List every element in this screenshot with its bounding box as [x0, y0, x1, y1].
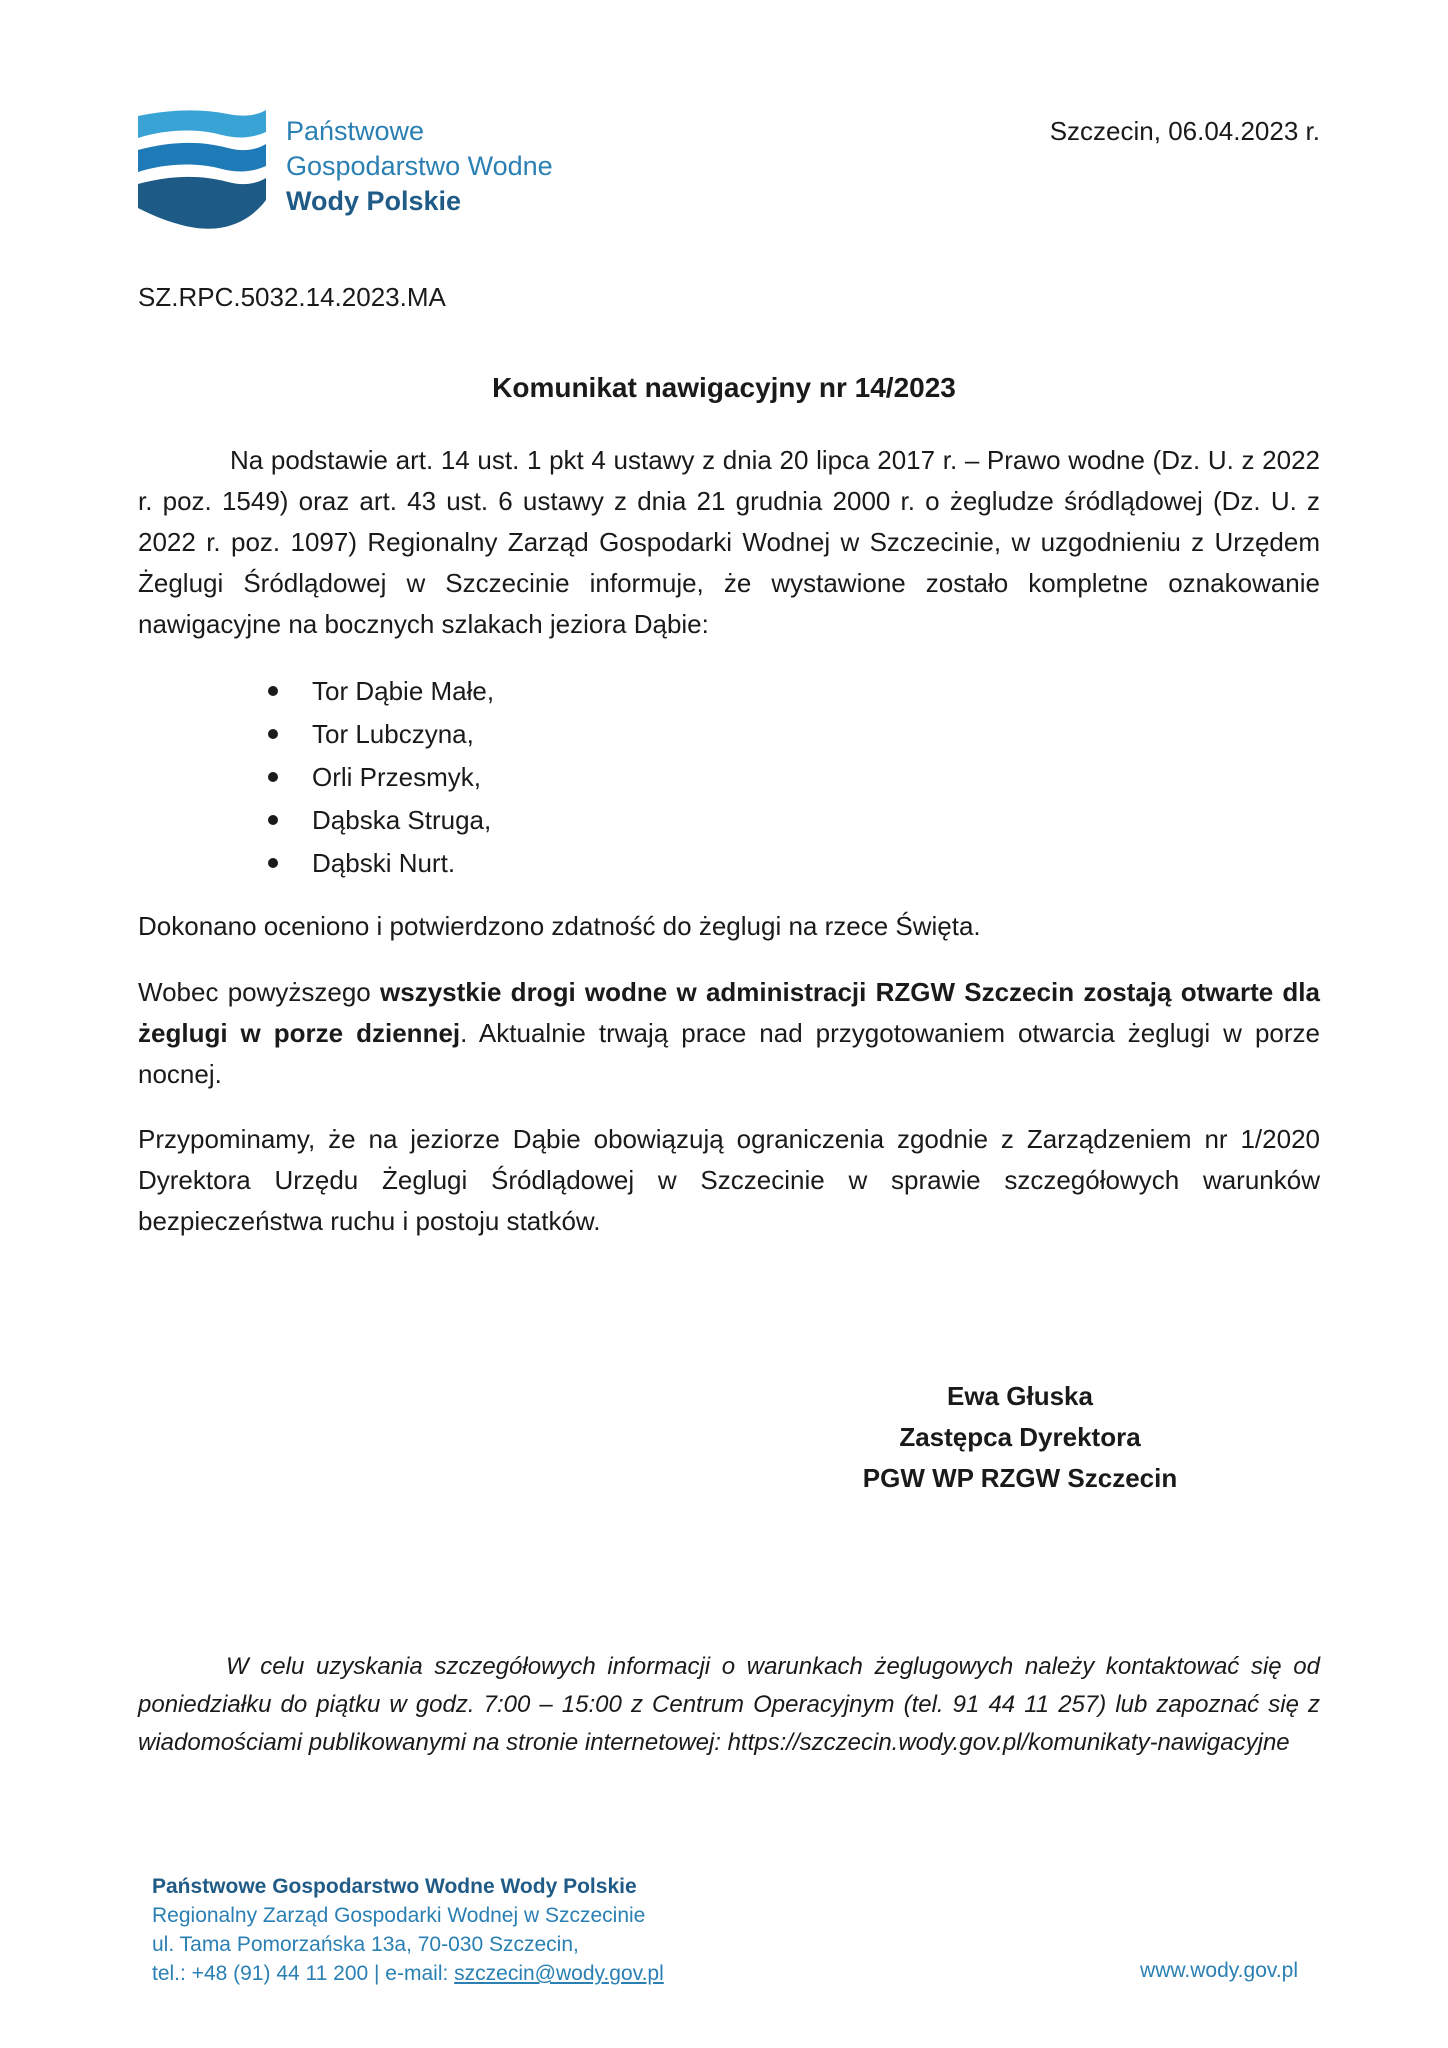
paragraph-opening: [138, 972, 1320, 1095]
paragraph-assessment: Dokonano oceniono i potwierdzono zdatność do żeglugi na rzece Święta.: [138, 911, 981, 941]
footer-address: ul. Tama Pomorzańska 13a, 70-030 Szczecin,: [152, 1933, 579, 1956]
logo-line-2: Gospodarstwo Wodne: [286, 151, 553, 181]
logo-text: [286, 114, 553, 219]
info-note: W celu uzyskania szczegółowych informacji o warunkach żeglugowych należy kontaktować się od poniedziałku do piątku w godz. 7:00 – 15:00 z Centrum Operacyjnym (tel. 91 44 11 257) lub zapoznać się z wiadomościami publikowanymi na stronie internetowej: https://szczecin.wody.gov.pl/komunikaty-nawigacyjne: [138, 1653, 1320, 1756]
list-item: Dąbski Nurt.: [268, 842, 494, 885]
signature-block: [770, 1376, 1270, 1499]
signatory-name: Ewa Głuska: [947, 1381, 1093, 1411]
signatory-position: Zastępca Dyrektora: [899, 1422, 1141, 1452]
list-item: Tor Lubczyna,: [268, 713, 494, 756]
signatory-institution: PGW WP RZGW Szczecin: [862, 1463, 1178, 1493]
footer-org-name: Państwowe Gospodarstwo Wodne Wody Polskie: [152, 1875, 637, 1898]
opening-text-bold: wszystkie drogi wodne w administracji RZGW Szczecin zostają otwarte dla żeglugi w porze dziennej: [138, 977, 1320, 1048]
routes-list: [268, 670, 494, 885]
list-item: Orli Przesmyk,: [268, 756, 494, 799]
footer-contact: [152, 1959, 664, 1988]
place-date: Szczecin, 06.04.2023 r.: [1049, 116, 1320, 146]
waves-logo-icon: [138, 110, 266, 236]
footer-office: Regionalny Zarząd Gospodarki Wodnej w Szczecinie: [152, 1904, 646, 1927]
list-item: Tor Dąbie Małe,: [268, 670, 494, 713]
opening-text-start: Wobec powyższego: [138, 977, 381, 1007]
paragraph-restrictions: Przypominamy, że na jeziorze Dąbie obowiązują ograniczenia zgodnie z Zarządzeniem nr 1/2020 Dyrektora Urzędu Żeglugi Śródlądowej w Szczecinie w sprawie szczegółowych warunków bezpieczeństwa ruchu i postoju statków.: [138, 1124, 1320, 1236]
reference-number: SZ.RPC.5032.14.2023.MA: [138, 282, 446, 312]
list-item: Dąbska Struga,: [268, 799, 494, 842]
opening-text-end: . Aktualnie trwają prace nad przygotowaniem otwarcia żeglugi w porze nocnej.: [138, 1018, 1320, 1089]
footer-email-link[interactable]: szczecin@wody.gov.pl: [454, 1962, 664, 1985]
footer-phone: tel.: +48 (91) 44 11 200 | e-mail:: [152, 1962, 455, 1985]
logo: [138, 104, 598, 244]
footer: [152, 1872, 664, 1988]
logo-line-1: Państwowe: [286, 116, 425, 146]
footer-website-link[interactable]: www.wody.gov.pl: [1140, 1959, 1298, 1982]
logo-line-3: Wody Polskie: [286, 186, 462, 216]
document-title: Komunikat nawigacyjny nr 14/2023: [492, 372, 956, 403]
paragraph-legal-basis: Na podstawie art. 14 ust. 1 pkt 4 ustawy z dnia 20 lipca 2017 r. – Prawo wodne (Dz. U. z 2022 r. poz. 1549) oraz art. 43 ust. 6 ustawy z dnia 21 grudnia 2000 r. o żegludze śródlądowej (Dz. U. z 2022 r. poz. 1097) Regionalny Zarząd Gospodarki Wodnej w Szczecinie, w uzgodnieniu z Urzędem Żeglugi Śródlądowej w Szczecinie informuje, że wystawione zostało kompletne oznakowanie nawigacyjne na bocznych szlakach jeziora Dąbie:: [138, 445, 1320, 639]
